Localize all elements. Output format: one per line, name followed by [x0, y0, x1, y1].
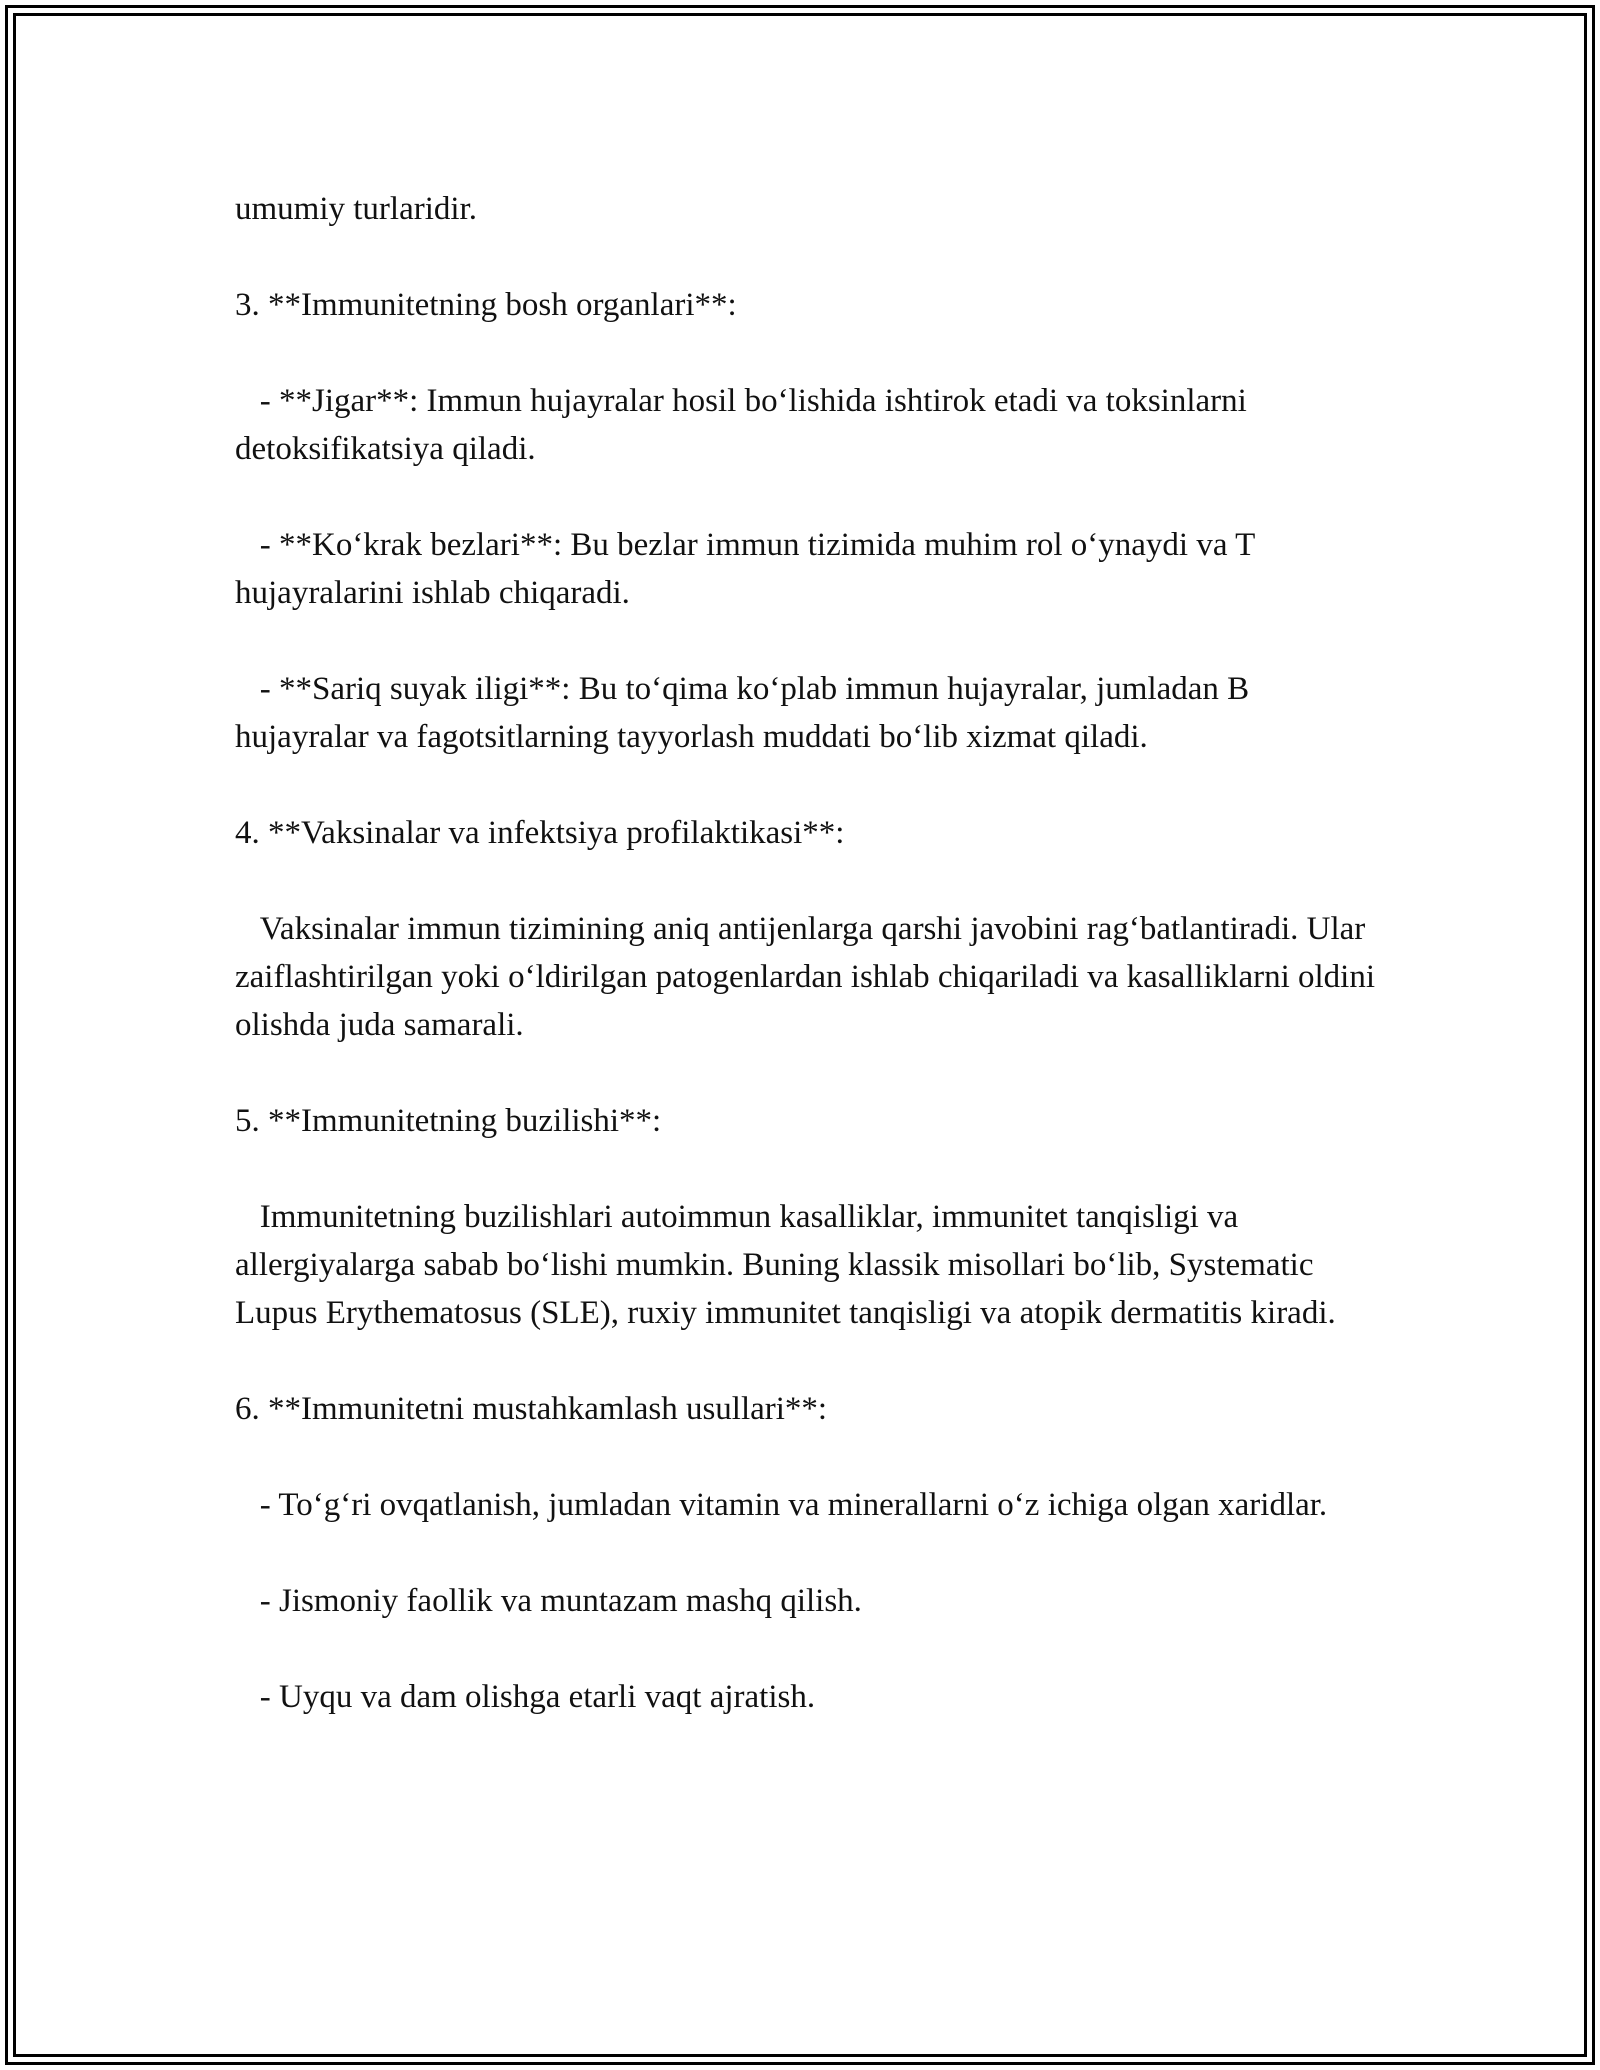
document-body — [235, 185, 1385, 1721]
section-heading-5: 5. **Immunitetning buzilishi**: — [235, 1103, 662, 1139]
paragraph-vaksinalar: Vaksinalar immun tizimining aniq antijenlarga qarshi javobini rag‘batlantiradi. Ular zaiflashtirilgan yoki o‘ldirilgan patogenlardan ishlab chiqariladi va kasalliklarni oldini olishda juda samarali. — [235, 911, 1384, 1043]
section-heading-3: 3. **Immunitetning bosh organlari**: — [235, 287, 737, 323]
list-item-sariq-suyak-iligi: - **Sariq suyak iligi**: Bu to‘qima ko‘plab immun hujayralar, jumladan B hujayralar va fagotsitlarning tayyorlash muddati bo‘lib xizmat qiladi. — [235, 671, 1258, 755]
list-item-uyqu: - Uyqu va dam olishga etarli vaqt ajratish. — [235, 1679, 816, 1715]
paragraph-continuation: umumiy turlaridir. — [235, 191, 477, 227]
paragraph-buzilishi: Immunitetning buzilishlari autoimmun kasalliklar, immunitet tanqisligi va allergiyalarga sabab bo‘lishi mumkin. Buning klassik misollari bo‘lib, Systematic Lupus Erythematosus (SLE), ruxiy immunitet tanqisligi va atopik dermatitis kiradi. — [235, 1199, 1336, 1331]
list-item-kokrak-bezlari: - **Ko‘krak bezlari**: Bu bezlar immun tizimida muhim rol o‘ynaydi va T hujayralarini ishlab chiqaradi. — [235, 527, 1263, 611]
section-heading-6: 6. **Immunitetni mustahkamlash usullari**: — [235, 1391, 828, 1427]
list-item-ovqatlanish: - To‘g‘ri ovqatlanish, jumladan vitamin va minerallarni o‘z ichiga olgan xaridlar. — [235, 1487, 1328, 1523]
list-item-jigar: - **Jigar**: Immun hujayralar hosil bo‘lishida ishtirok etadi va toksinlarni detoksifikatsiya qiladi. — [235, 383, 1256, 467]
section-heading-4: 4. **Vaksinalar va infektsiya profilaktikasi**: — [235, 815, 845, 851]
list-item-jismoniy-faollik: - Jismoniy faollik va muntazam mashq qilish. — [235, 1583, 862, 1619]
